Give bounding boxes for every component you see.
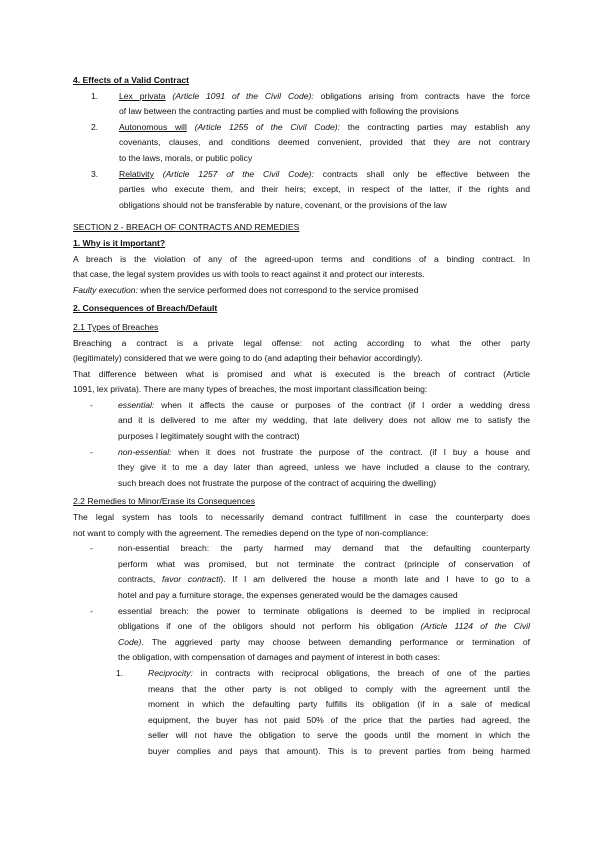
list-item: - essential: when it affects the cause or purposes of the contract (if I order a wedding dress and it is delivered to me after my wedding, that late delivery does not allow me to satisfy the purposes I legitimately sought with the contract) (73, 398, 530, 445)
list-item: 1. Reciprocity: in contracts with reciprocal obligations, the breach of one of the parties means that the other party is not obliged to comply with the agreement until the moment in which the defaulting party fulfills its obligation (if in a sale of medical equipment, the buyer has not paid 50% of the price that the parties had agreed, the seller will not have the obligation to serve the goods until the moment in which the buyer complies and pays that amount). This is to prevent parties from being harmed (73, 666, 530, 760)
list-item-text: covenants, clauses, and conditions deemed convenient, provided that they are not contrary (119, 137, 530, 148)
list-item-text: means that the other party is not obliged to comply with the agreement until the (148, 683, 530, 694)
effects-list (73, 89, 530, 214)
list-item-text: they give it to me a day later than agreed, unless we have included a clause to the contrary, (118, 462, 530, 473)
list-item-text: purposes I legitimately sought with the contract) (118, 431, 300, 442)
list-item-text: buyer complies and pays that amount). This is to prevent parties from being harmed (148, 745, 530, 756)
paragraph-line: The legal system has tools to necessarily demand contract fulfillment in case the counterparty does (73, 512, 530, 523)
list-item: 1. Lex privata (Article 1091 of the Civil Code): obligations arising from contracts have the force of law between the contracting parties and must be complied with following the provisions (73, 89, 530, 120)
document-page (73, 73, 530, 760)
faulty-execution-line: Faulty execution: when the service performed does not correspond to the service promised (73, 284, 419, 295)
list-item: - essential breach: the power to terminate obligations is deemed to be implied in reciprocal obligations if one of the obligors should not perform his obligation (Article 1124 of the Civil Code). The aggrieved party may choose between demanding performance or termination of the obligation, with compensation of damages and payment of interest in both cases: (73, 604, 530, 666)
list-item-text: seller will not have the obligation to serve the goods until the moment in which the (148, 730, 530, 741)
list-item: 3. Relativity (Article 1257 of the Civil Code): contracts shall only be effective between the parties who execute them, and their heirs; except, in respect of the latter, if the rights and obligations should not be transferable by nature, covenant, or the provisions of the law (73, 167, 530, 214)
list-item-text: contracts, favor contracti). If I am delivered the house a month late and I have to go to a (118, 574, 530, 585)
list-item: - non-essential: when it does not frustrate the purpose of the contract. (if I buy a house and they give it to me a day later than agreed, unless we have included a clause to the contrary, such breach does not frustrate the purpose of the contract of acquiring the dwelling) (73, 445, 530, 492)
paragraph-line: that case, the legal system provides us with tools to react against it and protect our interests. (73, 269, 425, 280)
list-item-text: of law between the contracting parties and must be complied with following the provisions (119, 106, 459, 117)
paragraph-line: (legitimately) considered that we were going to do (and adapting their behavior accordingly). (73, 353, 423, 364)
types-heading: 2.1 Types of Breaches (73, 321, 159, 332)
paragraph-line: That difference between what is promised and what is executed is the breach of contract (Article (73, 368, 530, 379)
list-item-text: obligations should not be transferable by nature, covenant, or the provisions of the law (119, 199, 447, 210)
list-item-text: parties who execute them, and their heirs; except, in respect of the latter, if the rights and (119, 184, 530, 195)
list-number: 3. (91, 168, 99, 179)
section-heading: SECTION 2 - BREACH OF CONTRACTS AND REMEDIES (73, 222, 300, 233)
list-item-text: obligations if one of the obligors should not perform his obligation (Article 1124 of the Civil (118, 621, 530, 632)
paragraph-line: A breach is the violation of any of the agreed-upon terms and conditions of a binding contract. In (73, 253, 530, 264)
list-number: 1. (91, 90, 99, 101)
paragraph-line: not want to comply with the agreement. The remedies depend on the type of non-compliance: (73, 527, 429, 538)
consequences-heading: 2. Consequences of Breach/Default (73, 303, 218, 314)
list-item-text: to the laws, morals, or public policy (119, 152, 253, 163)
list-item-text: moment in which the defaulting party fulfills its obligation (if in a sale of medical (148, 699, 530, 710)
list-item-text: equipment, the buyer has not paid 50% of the price that the parties had agreed, the (148, 714, 530, 725)
list-item-text: perform what was promised, but not terminate the contract (principle of conservation of (118, 558, 530, 569)
list-number: 2. (91, 121, 99, 132)
list-number: 1. (116, 667, 124, 678)
list-item-text: such breach does not frustrate the purpose of the contract of acquiring the dwelling) (118, 477, 437, 488)
list-item: 2. Autonomous will (Article 1255 of the Civil Code): the contracting parties may establish any covenants, clauses, and conditions deemed convenient, provided that they are not contrary to the laws, morals, or public policy (73, 120, 530, 167)
list-item: - non-essential breach: the party harmed may demand that the defaulting counterparty perform what was promised, but not terminate the contract (principle of conservation of contracts, favor contracti). If I am delivered the house a month late and I have to go to a hotel and pay a furniture storage, the expenses generated would be the damages caused (73, 541, 530, 603)
list-item-text: Code). The aggrieved party may choose between demanding performance or termination of (118, 636, 530, 647)
list-item-text: hotel and pay a furniture storage, the expenses generated would be the damages caused (118, 590, 458, 600)
why-heading: 1. Why is it Important? (73, 237, 166, 248)
list-item-text: the obligation, with compensation of damages and payment of interest in both cases: (118, 652, 440, 663)
remedies-heading: 2.2 Remedies to Minor/Erase its Consequences (73, 496, 255, 507)
list-item-text: and it is delivered to me after my wedding, that late delivery does not allow me to satisfy the (118, 415, 530, 426)
effects-heading: 4. Effects of a Valid Contract (73, 75, 190, 85)
paragraph-line: Breaching a contract is a private legal offense: not acting according to what the other party (73, 337, 530, 348)
paragraph-line: 1091, lex privata). There are many types of breaches, the most important classification being: (73, 384, 428, 395)
